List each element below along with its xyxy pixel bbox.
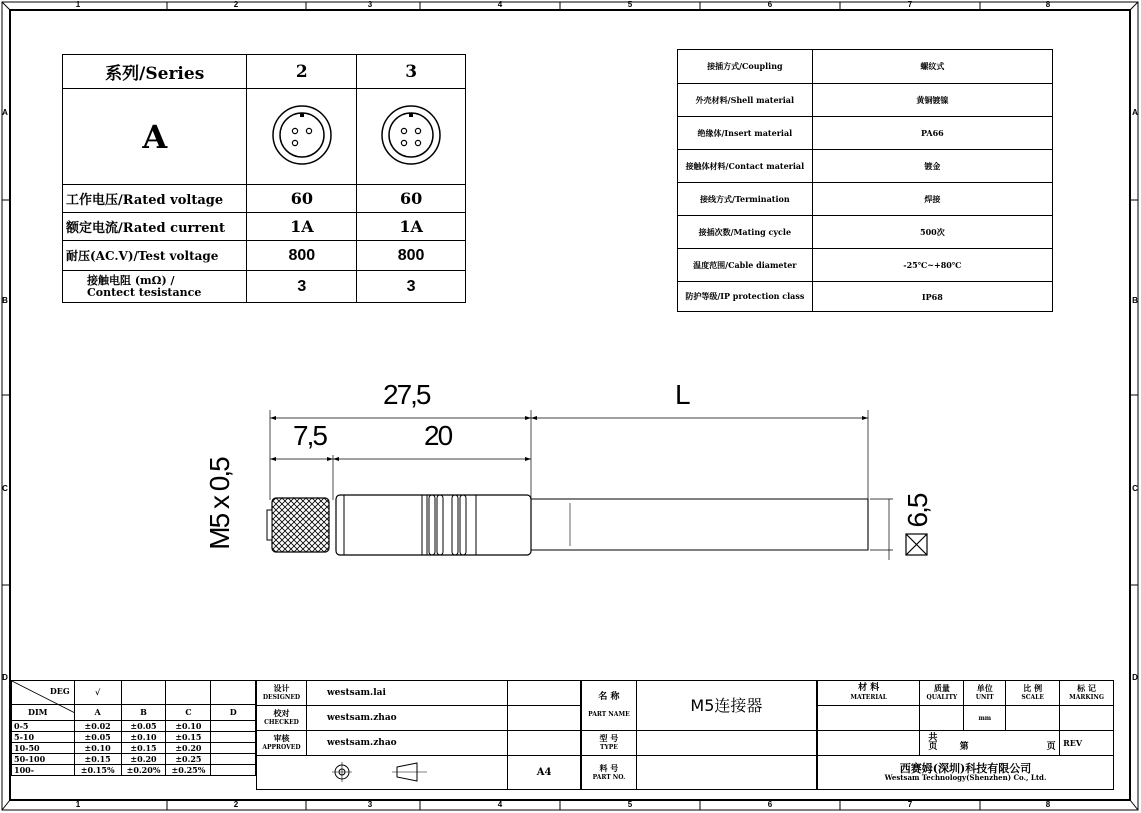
col-c: C (166, 705, 211, 721)
deg-dim-cell (12, 681, 75, 705)
tol-c: ±0.15 (166, 732, 211, 743)
tol-c: ±0.20 (166, 743, 211, 754)
company-cn: 西赛姆(深圳)科技有限公司 (899, 761, 1032, 775)
tol-d (211, 743, 256, 754)
company-table (817, 680, 1114, 790)
tol-a: ±0.05 (74, 732, 121, 743)
coupling-label: 接插方式/Coupling (678, 50, 813, 84)
quality-en: QUALITY (926, 694, 958, 701)
part-no-cell (582, 756, 637, 790)
tol-c: ±0.25% (166, 765, 211, 776)
marking-cell (1060, 681, 1114, 706)
material-cn: 材 料 (858, 683, 880, 693)
tol-d (211, 765, 256, 776)
grid-top-1: 1 (75, 0, 81, 9)
shell-material-value: 黄铜镀镍 (812, 84, 1052, 117)
paper-size: A4 (508, 756, 581, 790)
tol-b: ±0.05 (121, 721, 166, 732)
insert-material-value: PA66 (812, 117, 1052, 150)
grid-right-b: B (1132, 296, 1138, 305)
grid-top-5: 5 (627, 0, 633, 9)
check-mark: √ (74, 681, 121, 705)
tol-a: ±0.10 (74, 743, 121, 754)
tol-a: ±0.15 (74, 754, 121, 765)
tolerance-table (11, 680, 256, 776)
series-type: A (63, 89, 247, 185)
page-label-2: 页 (1046, 742, 1056, 752)
thread-label: M5 x 0,5 (204, 458, 235, 550)
contact-resistance-label: 接触电阻 (mΩ) / Contect tesistance (63, 271, 247, 303)
contact-resistance-2: 3 (247, 271, 357, 303)
marking-en: MARKING (1069, 694, 1105, 701)
grid-left-d: D (2, 673, 8, 682)
page-count (920, 731, 1060, 756)
temperature-label: 温度范围/Cable diameter (678, 249, 813, 282)
col-d: D (211, 705, 256, 721)
test-voltage-label: 耐压(AC.V)/Test voltage (63, 241, 247, 271)
knurled-nut (272, 498, 329, 552)
coupling-value: 螺纹式 (812, 50, 1052, 84)
termination-value: 焊接 (812, 183, 1052, 216)
unit-value: mm (964, 706, 1006, 731)
grid-top-8: 8 (1045, 0, 1051, 9)
grid-left-a: A (2, 108, 8, 117)
type-cell (582, 731, 637, 756)
grid-right-d: D (1132, 673, 1138, 682)
page-label: 页 (928, 742, 938, 752)
grid-left-c: C (2, 484, 8, 493)
connector-body (336, 495, 531, 555)
cable-diameter: 6,5 (902, 494, 933, 528)
unit-cn: 单位 (976, 683, 993, 693)
series-col-3: 3 (357, 55, 466, 89)
grid-bottom-7: 7 (907, 800, 913, 809)
no-label: 第 (959, 742, 969, 752)
grid-bottom-4: 4 (497, 800, 503, 809)
rated-current-3: 1A (357, 213, 466, 241)
tol-b: ±0.10 (121, 732, 166, 743)
grid-right-a: A (1132, 108, 1138, 117)
part-name-cell (582, 681, 637, 731)
tol-range: 100- (12, 765, 75, 776)
rated-voltage-label: 工作电压/Rated voltage (63, 185, 247, 213)
col-a: A (74, 705, 121, 721)
approved-en: APPROVED (262, 744, 301, 751)
designed-by: westsam.lai (306, 681, 507, 706)
series-col-2: 2 (247, 55, 357, 89)
tol-range: 5-10 (12, 732, 75, 743)
material-en: MATERIAL (850, 694, 888, 701)
mating-cycle-label: 接插次数/Mating cycle (678, 216, 813, 249)
rev-label: REV (1060, 731, 1114, 756)
tol-c: ±0.25 (166, 754, 211, 765)
grid-left-b: B (2, 296, 8, 305)
part-name-cn: 名 称 (598, 691, 620, 702)
designed-cell (257, 681, 307, 706)
ip-class-label: 防护等级/IP protection class (678, 282, 813, 312)
grid-bottom-5: 5 (627, 800, 633, 809)
grid-right-c: C (1132, 484, 1138, 493)
tol-d (211, 732, 256, 743)
insert-material-label: 绝缘体/Insert material (678, 117, 813, 150)
scale-cell (1006, 681, 1060, 706)
grid-bottom-1: 1 (75, 800, 81, 809)
company-cell (818, 756, 1114, 790)
mating-cycle-value: 500次 (812, 216, 1052, 249)
grid-bottom-2: 2 (233, 800, 239, 809)
company-en: Westsam Technology(Shenzhen) Co., Ltd. (884, 772, 1047, 782)
type-en: TYPE (599, 744, 618, 751)
designed-en: DESIGNED (262, 694, 301, 701)
rated-voltage-2: 60 (247, 185, 357, 213)
termination-label: 接线方式/Termination (678, 183, 813, 216)
grid-bottom-8: 8 (1045, 800, 1051, 809)
unit-cell (964, 681, 1006, 706)
projection-symbol-icon (322, 760, 442, 784)
scale-en: SCALE (1021, 694, 1044, 701)
contact-material-label: 接触体材料/Contact material (678, 150, 813, 183)
test-voltage-3: 800 (357, 241, 466, 271)
projection-cell (257, 756, 508, 790)
checked-cn: 校对 (273, 708, 290, 718)
tol-d (211, 721, 256, 732)
contact-resistance-3: 3 (357, 271, 466, 303)
rated-voltage-3: 60 (357, 185, 466, 213)
grid-top-6: 6 (767, 0, 773, 9)
series-label: 系列/Series (63, 55, 247, 89)
tol-a: ±0.15% (74, 765, 121, 776)
type-cn: 型 号 (599, 733, 619, 743)
shell-material-label: 外壳材料/Shell material (678, 84, 813, 117)
tol-a: ±0.02 (74, 721, 121, 732)
tol-b: ±0.20 (121, 754, 166, 765)
signature-table (256, 680, 581, 790)
contact-material-value: 镀金 (812, 150, 1052, 183)
designed-cn: 设计 (273, 683, 290, 693)
part-name-value: M5连接器 (636, 681, 816, 731)
grid-bottom-3: 3 (367, 800, 373, 809)
tol-b: ±0.15 (121, 743, 166, 754)
test-voltage-2: 800 (247, 241, 357, 271)
name-table (581, 680, 817, 790)
temperature-value: -25℃~+80℃ (812, 249, 1052, 282)
approved-by: westsam.zhao (306, 731, 507, 756)
ip-class-value: IP68 (812, 282, 1052, 312)
marking-cn: 标 记 (1077, 683, 1096, 693)
approved-cn: 审核 (273, 733, 290, 743)
dim-length: L (675, 379, 689, 410)
grid-top-2: 2 (233, 0, 239, 9)
checked-cell (257, 706, 307, 731)
tol-range: 0-5 (12, 721, 75, 732)
quality-cn: 质量 (933, 683, 950, 693)
unit-en: UNIT (975, 694, 994, 701)
dim-total: 27,5 (383, 379, 430, 410)
grid-top-4: 4 (497, 0, 503, 9)
dim-nut: 7,5 (293, 420, 326, 451)
cable (531, 499, 868, 550)
total-label: 共 (928, 733, 938, 743)
material-cell (818, 681, 920, 706)
col-b: B (121, 705, 166, 721)
tol-range: 10-50 (12, 743, 75, 754)
checked-en: CHECKED (264, 719, 299, 726)
grid-bottom-6: 6 (767, 800, 773, 809)
checked-by: westsam.zhao (306, 706, 507, 731)
part-name-en: PART NAME (588, 710, 630, 718)
scale-cn: 比 例 (1023, 683, 1043, 693)
rated-current-2: 1A (247, 213, 357, 241)
part-no-en: PART NO. (592, 773, 626, 781)
quality-cell (920, 681, 964, 706)
approved-cell (257, 731, 307, 756)
dim-body: 20 (424, 420, 452, 451)
grid-top-3: 3 (367, 0, 373, 9)
tol-b: ±0.20% (121, 765, 166, 776)
tol-c: ±0.10 (166, 721, 211, 732)
tol-d (211, 754, 256, 765)
dim-label: DIM (12, 705, 75, 721)
part-no-cn: 料 号 (599, 762, 619, 773)
tol-range: 50-100 (12, 754, 75, 765)
grid-top-7: 7 (907, 0, 913, 9)
deg-label: DEG (49, 686, 70, 696)
rated-current-label: 额定电流/Rated current (63, 213, 247, 241)
